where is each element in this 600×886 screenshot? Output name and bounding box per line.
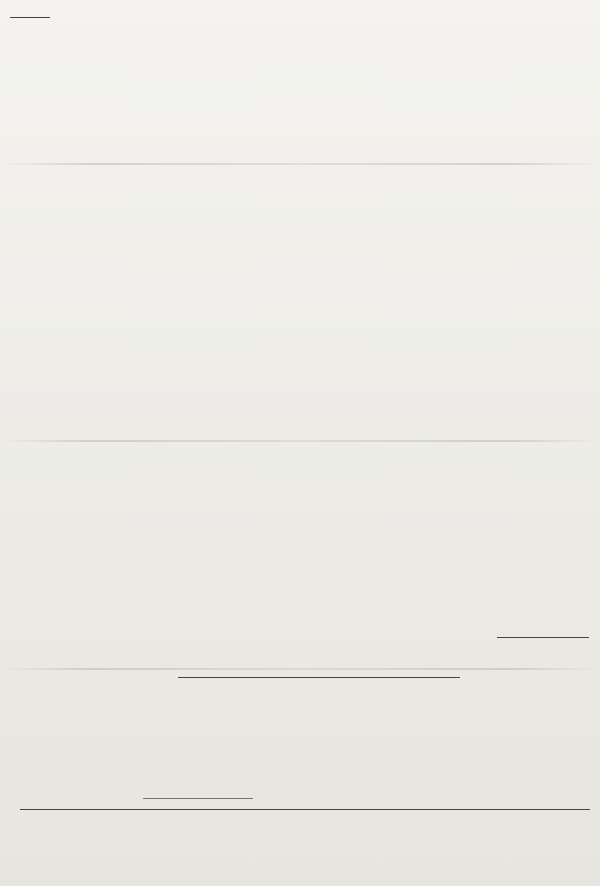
underline-mark [497, 637, 589, 638]
paper-crease [0, 440, 600, 442]
handwritten-underline [143, 798, 253, 799]
paper-crease [0, 668, 600, 670]
divider-line [178, 677, 460, 678]
paper-crease [0, 163, 600, 165]
title-underline [10, 17, 50, 18]
divider-line [20, 809, 590, 810]
